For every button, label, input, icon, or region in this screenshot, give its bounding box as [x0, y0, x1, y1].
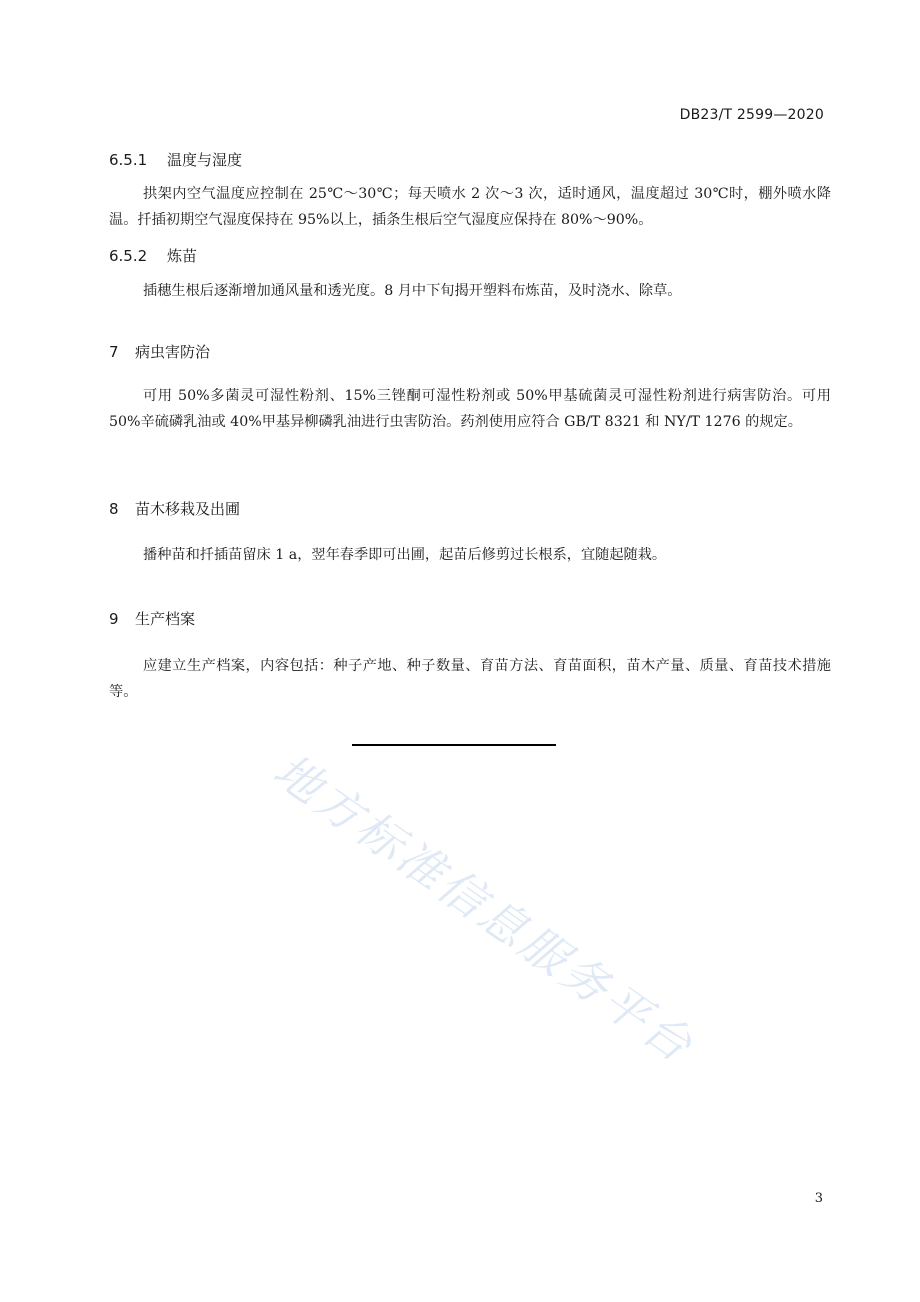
section-6-5-1-heading: [109, 149, 242, 170]
section-title: 温度与湿度: [167, 151, 243, 169]
section-7-heading: [109, 341, 210, 362]
standard-code-header: DB23/T 2599—2020: [679, 107, 824, 123]
section-9-paragraph: 应建立生产档案，内容包括：种子产地、种子数量、育苗方法、育苗面积，苗木产量、质量、育苗技术措施等。: [109, 658, 831, 700]
section-6-5-2-heading: [109, 245, 197, 266]
section-number: 6.5.2: [109, 247, 148, 265]
section-6-5-2-paragraph: 插穗生根后逐渐增加通风量和透光度。8 月中下旬揭开塑料布炼苗，及时浇水、除草。: [143, 283, 682, 299]
section-title: 病虫害防治: [135, 343, 211, 361]
end-of-document-rule: [352, 744, 556, 746]
section-number: 7: [109, 343, 119, 361]
section-7-paragraph: 可用 50%多菌灵可湿性粉剂、15%三锉酮可湿性粉剂或 50%甲基硫菌灵可湿性粉剂进行病害防治。可用 50%辛硫磷乳油或 40%甲基异柳磷乳油进行虫害防治。药剂使用应符合 GB/T 8321 和 NY/T 1276 的规定。: [109, 388, 831, 430]
section-title: 生产档案: [135, 610, 196, 628]
page-number: 3: [814, 1191, 823, 1206]
section-8-heading: [109, 498, 240, 519]
section-title: 炼苗: [167, 247, 198, 265]
section-number: 8: [109, 500, 119, 518]
section-8-paragraph: 播种苗和扦插苗留床 1 a，翌年春季即可出圃，起苗后修剪过长根系，宜随起随栽。: [143, 547, 667, 563]
section-6-5-1-paragraph: 拱架内空气温度应控制在 25℃～30℃；每天喷水 2 次～3 次，适时通风，温度超过 30℃时，棚外喷水降温。扦插初期空气湿度保持在 95%以上，插条生根后空气湿度应保持在 80%～90%。: [109, 186, 831, 228]
section-number: 9: [109, 610, 119, 628]
section-title: 苗木移栽及出圃: [135, 500, 241, 518]
watermark: 地方标准信息服务平台: [264, 742, 705, 1074]
section-9-heading: [109, 608, 195, 629]
section-number: 6.5.1: [109, 151, 148, 169]
